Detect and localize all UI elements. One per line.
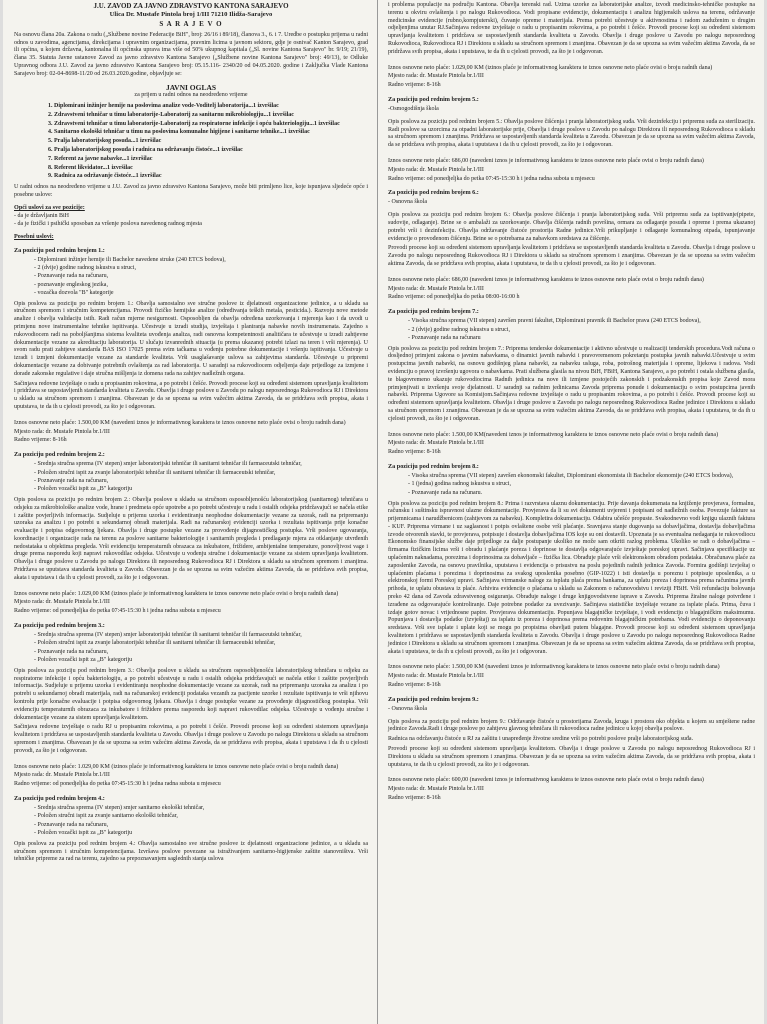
job-description: Opis poslova za poziciju pod rednim brojem 9.: Održavanje čistoće u prostorijama Zavoda, kruga i prostora oko objekta u kojem su smještene radne jedinice Zavoda.Radi i druge poslove po zahtjevu glavnog tehničara ili rukovodioca radne jedinice u kojoj obavlja poslove. xyxy=(388,718,755,733)
requirement: - Položen stručni ispit za zvanje laboratorijski tehničar ili sanitarni tehničar ili farmaceutski tehničar, xyxy=(34,470,368,478)
general-condition: - da je fizički i psihički sposoban za vršenje poslova navedenog radnog mjesta xyxy=(14,220,202,227)
education-note: - Osnovna škola xyxy=(388,199,427,206)
work-place: Mjesto rada: dr. Mustafe Pintola br.1/III xyxy=(388,285,484,292)
salary-info: Iznos osnovne neto plaće: 686,00 (navedeni iznos je informativnog karaktera te iznos osnovne neto plaće ovisi o broju radnih dana) xyxy=(388,276,704,283)
requirement: - 2 (dvije) godine radnog iskustva u struci, xyxy=(34,265,368,273)
requirement: - Visoka stručna sprema (VII stepen) završen pravni fakultet, Diplomirani pravnik ili Bachelor prava (240 ETCS bodova), xyxy=(408,318,755,326)
job-description: Opis poslova za poziciju pod rednim brojem 5.: Obavlja poslove čišćenja i pranja laboratorijskog suđa. Vrši dezinfekciju i pripremu suđa za sterilizaciju. Radi poslove sa uzorcima za otpadni laboratorijske prije, Obavlja i druge poslove u Zavodu po nalogu Direktora ili neposrednog Rukovodioca u skladu sa stručnom spremom i znanjima. Pridržava se uspostavljenih standarda kvaliteta u Zavodu. Obavezan je da se upozna sa svim važećim aktima Zavoda, da se pridržava svih propisa, akata i uputstava i da ih u cjelosti provodi, za što je i odgovoran. xyxy=(388,118,755,149)
salary-info: Iznos osnovne neto plaće: 686,00 (navedeni iznos je informativnog karaktera te iznos osnovne neto plaće ovisi o broju radnih dana) xyxy=(388,158,704,165)
special-conditions-heading: Posebni uslovi: xyxy=(14,232,54,240)
intro-paragraph: Na osnovu člana 20a. Zakona o radu („Službene novine Federacije BiH", broj: 26/16 i 89/18), članova 3., 6. i 7. Uredbe o postupku prijema u radni odnos u zavodima, agencijama, direkcijama i upravnim organizacijama, pravnim licima u javnom sektoru, gdje je osnivač Kanton Sarajevo, grad ili općina, u kojem državna, kantonalna ili općinska uprava ima više od 50% ukupnog kapitala („Sl. novine Kantona Sarajevo" br. 9/19; 21/19), člana 35. Statuta Javne ustanove Zavod za javno zdravstvo Kantona Sarajevo („Službene novine Kantona Sarajevo" broj: 49/13), te Odluke Upravnog odbora J.U. Zavod za javno zdravstvo Kantona Sarajevo broj: 05.15.116- 2340/20 od 04.05.2020. godine i Zaključka Vlade Kantona Sarajevo broj: 02-04-8698-11/20 od 26.03.2020.godine, objavljuje se: xyxy=(14,31,368,77)
requirements-list xyxy=(34,632,368,665)
left-column xyxy=(6,0,376,1024)
position-item: 9. Radnica za održavanje čistoće...1 izvršilac xyxy=(54,173,368,181)
position-heading: Za poziciju pod rednim brojem 2.: xyxy=(14,451,105,459)
requirement: - Srednja stručna sprema (IV stepen) smjer laboratorijski tehničar ili sanitarni tehničar ili farmaceutski tehničar, xyxy=(34,461,368,469)
work-hours: Radno vrijeme: od ponedjeljka do petka 07:45-15:30 h i jedna radna subota u mjesecu xyxy=(14,608,221,615)
requirements-list xyxy=(34,461,368,494)
position-heading: Za poziciju pod rednim brojem 1.: xyxy=(14,246,105,254)
work-place: Mjesto rada: dr. Mustafe Pintola br.1/III xyxy=(388,166,484,173)
positions-list xyxy=(54,103,368,181)
general-condition: - da je državljanin BiH xyxy=(14,212,69,219)
job-description: Opis poslova za poziciju po rednim brojem 1.: Obavlja samostalno sve stručne poslove iz djelatnosti organizacione jedinice, a u skladu sa stručnom spremom i stručnim kompetencijama. Provodi fizičko hemijske analize (određivanja teških metala, pesticida.). Razvoju nove metode analize i obavlja validaciju istih. Radi račun mjerne nesigurnosti. Osposobljen da obavlja određena uzorkovanja i mjerenja kao i da uvodi u primjenu nove instrumentalne tehnike ispitivanja. Učestvuje u izradi studija, izvještaja i planiranja nabavke novih instrumenata. Zajedno s rukovodiocem radi na poboljšanjima sistema kvaliteta uvođenja analiza, radi osnovna kompetentnosti analitičara te učestvuje u izradi zahtjevne dokumentacije vezane za akreditaciju laboratorija. U slučaju izvanrednih situacija (u prema ukazanoj potrebi izlazi na teren i vrši mjerenja). U svom radu prati zahtjeve standarda BAS ISO 17025 prema svim tačkama u vođenju potrebne dokumentacije i vršenju ispitivanja. Učestvuje u izradi i izmjeni dokumentacije vezane za standarde kvaliteta. Vrši usaglašavanje uslova sa zahtjevima standarda. Učestvuje u pripremi dokumentacije vezane za dobivanje potrebnih ovlaštenja za rad laboratorija. U saradnji sa rukovodiocem odjeljenja daje prijedloge za izmjene i dorade zakonske regulative i daje stručna mišljenja iz domena rada na zahtjev nadležnih organa. xyxy=(14,300,368,377)
requirement: - Položen vozački ispit za „B" kategoriju xyxy=(34,486,368,494)
institution-city: S A R A J E V O xyxy=(159,19,223,28)
requirements-list xyxy=(34,805,368,838)
institution-name: J.U. ZAVOD ZA JAVNO ZDRAVSTVO KANTONA SARAJEVO xyxy=(93,2,289,10)
position-heading: Za poziciju pod rednim brojem 8.: xyxy=(388,463,479,471)
position-item: 6. Pralja laboratorijskog posuđa i radnica na održavanju čistoće...1 izvršilac xyxy=(54,147,368,155)
work-place: Mjesto rada: dr. Mustafe Pintola br.1/III xyxy=(388,673,484,680)
salary-info: Iznos osnovne neto plaće: 1.500,00 KM(navedeni iznos je informativnog karaktera te iznos osnovne neto plaće ovisi o broju radnih dana) xyxy=(388,431,719,438)
position-heading: Za poziciju pod rednim brojem 9.: xyxy=(388,695,479,703)
requirement: - Položen vozački ispit za „B" kategoriju xyxy=(34,830,368,838)
position-heading: Za poziciju pod rednim brojem 5.: xyxy=(388,95,479,103)
requirement: - Diplomirani inžinjer hemije ili Bachelor navedene struke (240 ETCS bodova), xyxy=(34,257,368,265)
work-hours: Radno vrijeme: 8-16h xyxy=(388,682,441,689)
job-description: Opis poslova za poziciju pod rednim brojem 3.: Obavlja poslove u skladu sa stručnom osposobljenošću laboratorijskog tehničara u odjeku za respiratorne infekcije i opću bakteriologiju, a po potrebi učestvuje u radu i ostalih odsjeka pridržavajući se načela etike i zaštite povjerljivih informacija. Sudjeluje u prijemu uzorka i evidentiranju neophodne dokumentacije vezane za uzorak, radi na pripremanju uzoraka za analizu i po potrebi u sekundarnoj obradi materijala, radi na računarskoj evidenciji podataka vezanih za pacijente uzorke i rezultate ispitivanja te vrši njihovu kontrolu prije konačne evaluacije i potpisa odgovornog ljekara. Obavlja i druge postupke vezane za provođenje dijagnostičkog postupka. Vrši evidenciju temperaturnih obrazaca za inkubatore i frižidere prema rasporedu koji napravi rukovodilac odsjeka. Učestvuje u vođenju stručne i dokumentacije vezane za sistem upravljanja kvalitetom. xyxy=(14,667,368,721)
requirement: - Poznavanje rada na računaru, xyxy=(34,822,368,830)
requirement: - Položen stručni ispit za zvanje sanitarno ekološki tehničar, xyxy=(34,813,368,821)
job-description: Opis poslova za poziciju pod rednim brojem 7.: Priprema tenderske dokumentacije i aktivno učestvuje u realizaciji tenderskih procedura.Vodi računa o dosljednoj primjeni zakona o javnim nabavkama, o dinamici javnih nabavki i pravovremenom pokretanju postupka javnih nabavki.Učestvuje u svim postupcima javnih nabavki, na osnovu godišnjeg plana nabavki, za nabavku usluga, roba, potrošnog materijala i opreme, lijekova i radova. Vodi evidenciju o pravoj izvršenju ugovora o nabavkama. Prati službena glasila na nivou BiH, FBiH, Kantona Sarajevo, a po potrebi i ostala službena glasila, te blagovremeno ukazuje rukovodiocima Radnih jedinica na nove ili izmjene postojećih zakonskih i podzakonskih propisa koje Zavod mora primjenjivati u izvršenju svoje djelatnosti. U saradnji sa radnim jedinicama Zavoda priprema ponude i dokumentaciju o svim postupcima javnih nabavki. Priprema Ugovore sa Komisijom.Sačinjava redovne izvještaje o radu u propisanim rokovima, a po potrebi i češće. Provodi procese koji su određeni sistemom upravljanja kvalitetom. Obavlja i druge poslove u Zavodu po nalogu neposrednog Rukovodioca Radne jedinice i Direktora u skladu sa stručnom spremom i znanjima. Obavezan je da se upozna sa svim važećim aktima Zavoda, da se pridržava svih propisa, akata i uputstava, te da ih u cjelosti provodi, za što je i odgovoran. xyxy=(388,345,755,422)
salary-info: Iznos osnovne neto plaće: 1.029,00 KM (izinos plaće je informativnog karaktera te iznos osnovne neto plaće ovisi o broju radnih dana) xyxy=(14,590,339,597)
requirement: - Srednja stručna sprema (IV stepen) smjer laboratorijski tehničar ili sanitarni tehničar ili farmaceutski tehničar, xyxy=(34,632,368,640)
position-heading: Za poziciju pod rednim brojem 7.: xyxy=(388,308,479,316)
requirement: - poznavanje engleskog jezika, xyxy=(34,282,368,290)
position-heading: Za poziciju pod rednim brojem 6.: xyxy=(388,189,479,197)
work-place: Mjesto rada: dr. Mustafe Pintola br.1/III xyxy=(388,786,484,793)
education-note: - Osnovna škola xyxy=(388,705,427,712)
requirement: - vozačka dozvola "B" kategorije xyxy=(34,290,368,298)
salary-info: Iznos osnovne neto plaće: 1.500,00 KM (navedeni iznos je informativnog karaktera te iznos osnovne neto plaće ovisi o broju radnih dana) xyxy=(388,664,720,671)
position-item: 2. Zdravstveni tehničar u timu laboratorije-Laboratorij za sanitarnu mikrobiologiju...1 izvršilac xyxy=(54,112,368,120)
work-place: Mjesto rada: dr. Mustafe Pintola br.1/III xyxy=(388,440,484,447)
page-edge-left xyxy=(0,0,3,1024)
requirement: - 1 (jedna) godina radnog iskustva u struci, xyxy=(408,481,755,489)
position-item: 5. Pralja laboratorijskog posuđa...1 izvršilac xyxy=(54,138,368,146)
salary-info: Iznos osnovne neto plaće: 600,00 (navedeni iznos je informativnog karaktera te iznos osnovne neto plaće ovisi o broju radnih dana) xyxy=(388,777,704,784)
work-hours: Radno vrijeme: od ponedjeljka do petka 07:45-15:30 h i jedna radna subota u mjesecu xyxy=(388,175,595,182)
conditions-intro: U radni odnos na neodređeno vrijeme u J.U. Zavod za javno zdravstvo Kantona Sarajevo, može biti primljeno lice, koje ispunjava sljedeće opće i posebne uslove: xyxy=(14,184,368,199)
requirement: - Visoka stručna sprema (VII stepen) završen ekonomski fakultet, Diplomirani ekonomista ili Bachelor ekonomije (240 ETCS bodova), xyxy=(408,473,755,481)
requirements-list xyxy=(408,473,755,497)
position-heading: Za poziciju pod rednim brojem 4.: xyxy=(14,794,105,802)
salary-info: Iznos osnovne neto plaće: 1.029,00 KM (izinos plaće je informativnog karaktera te iznos osnovne neto plaće ovisi o broju radnih dana) xyxy=(14,763,339,770)
position-item: 4. Sanitarno ekološki tehničar u timu na poslovima komunalne higijene i sanitarne tehnike...1 izvršilac xyxy=(54,129,368,137)
work-hours: Radno vrijeme: 8-16h xyxy=(388,449,441,456)
job-description: Sačinjava redovne izvještaje o radu RJ u propisanim rokovima, a po potrebi i češće. Provodi procese koji su određeni sistemom upravljanja kvalitetom i pridržava se uspostavljenih standarda kvaliteta u Zavodu. Obavlja i druge poslove u Zavodu po nalogu Direktora u skladu sa stručnom spremom i znanjima. Obavezan je da se upozna sa svim važećim aktima Zavoda, da se pridržava svih propisa, akata i uputstava i da ih u cjelosti provodi, za što je i odgovoran. xyxy=(14,724,368,754)
column-divider xyxy=(377,0,378,1024)
education-note: -Osmogodišnja škola xyxy=(388,106,439,113)
position-item: 7. Referent za javne nabavke...1 izvršilac xyxy=(54,156,368,164)
requirement: - Poznavanje rada na računaru, xyxy=(34,649,368,657)
position-item: 8. Referent likvidator...1 izvršilac xyxy=(54,165,368,173)
work-hours: Radno vrijeme: 8-16h xyxy=(388,82,441,89)
job-description: Opis poslova za poziciju po rednim brojem 2.: Obavlja poslove u skladu sa stručnom osposobljenošću laboratorijskog (sanitarnog) tehničara u odsjeku za mikrobiološke analize vode, hrane i predmeta opće upotrebe a po potrebi učestvuje u radu i ostalih odsjeka pridržavajući se načela etike i zaštite povjerljivih informacija. Sudjeluje u prijemu uzorka i evidentiranju neophodne dokumentacije vezane za uzorak, radi na pripremanju uzoraka za analizu i po potrebi u sekundarnoj obradi materijala. Radi na računarskoj evidenciji uzorka i rezultata ispitivanja prije konačne evaluacije i potpisa odgovornog ljekara. Obavlja i druge postupke vezane za provođenje dijagnostičkog postupka. Vrši poslove ugovaranja, koordinacije i organizacije rada na terenu za poslove sanitarne bakteriologije i sanitarnih pregleda i predlaganje mjera za otklanjanje utvrđenih nedostataka u objektima pregleda. Vrši evidenciju temperaturnih obrazaca za inkubatore, frižidere, ambijentalne temperature, ponovljivost vage i druge prema rasporedu koji napravi rukovodilac odsjeka. Učestvuje u vođenju stručne i dokumentacije vezane za sistem upravljanja kvalitetom. Obavlja i druge poslove u Zavodu po nalogu Direktora ili neposrednog Rukovodioca RJ i Direktora u skladu sa stručnom spremom i znanjima. Pridržava se uputstava standarda kvaliteta u Zavodu. Obavezan je da se upozna sa svim važećim aktima Zavoda, da se pridržava svih propisa, akata i uputstava i da ih u cjelosti provodi, za što je i odgovoran. xyxy=(14,496,368,581)
position-heading: Za poziciju pod rednim brojem 3.: xyxy=(14,622,105,630)
job-description: Sačinjava redovne izvještaje o radu u propisanim rokovima, a po potrebi i češće. Provodi procese koji su određeni sistemom upravljanja kvalitetom i pridržava se uspostavljenih standarda kvaliteta u Zavodu. Obavlja i druge poslove u Zavodu po nalogu neposrednoga Rukovodioca RJ i Direktora u skladu sa stručnom spremom i znanjima. Obavezan je da se upozna sa svim važećim aktima Zavoda, da se pridržava svih propisa, akata i uputstava, te da ih u cjelosti provodi, za što je i odgovoran. xyxy=(14,380,368,410)
job-description: Provodi procese koji su određeni sistemom upravljanja kvalitetom i pridržava se uspostavljenih standarda kvaliteta u Zavodu. Obavlja i druge poslove u Zavodu po nalogu neposrednog Rukovodioca RJ i Direktora u skladu sa stručnom spremom i znanjima. Obavezan je da se upozna sa svim važećim aktima Zavoda, da se pridržava svih propisa, akata i uputstava, te da ih u cjelosti provodi, za što je i odgovoran. xyxy=(388,245,755,268)
work-place: Mjesto rada: dr. Mustafe Pintola br.1/III xyxy=(14,772,110,779)
position-item: 1. Diplomirani inžinjer hemije na poslovima analize vode-Voditelj laboratorija...1 izvršilac xyxy=(54,103,368,111)
requirement: - Poznavanje rada na računaru xyxy=(408,335,755,343)
work-hours: Radno vrijeme: 8-16h xyxy=(14,437,67,444)
position-item: 3. Zdravstveni tehničar u timu laboratorije-Laboratorij za respiratorne infekcije i opću bakteriologiju...1 izvršilac xyxy=(54,121,368,129)
requirements-list xyxy=(408,318,755,342)
announcement-subtitle: za prijem u radni odnos na neodređeno vrijeme xyxy=(134,92,248,99)
job-description: Opis poslova za poziciju pod rednim brojem 4.: Obavlja samostalno sve stručne poslove iz djelatnosti organizacione jedinice, a u skladu sa stručnom spremom i stručnim kompetencijama. Izvršava poslove povezane sa istraživanjem sanitarno-higijenske zaštite stanovništva. Vrši tehničke pripreme za rad na terenu, zajedno sa prepoznavanjem saglednih stanja uslova xyxy=(14,840,368,863)
work-place: Mjesto rada: dr. Mustafe Pintola br.1/III xyxy=(14,428,110,435)
job-description: Opis poslova za poziciju pod rednim brojem 8.: Prima i razvrstava ulaznu dokumentaciju. Prije davanja dokumenata na knjiženje provjerava, formalnu, računsku i suštinsku ispravnost ulazne dokumentacije. Provjerava da li su svi dokumenti uvjereni i potpisani od nadležnih osoba. Povezuje fakture sa prijemnicama i narudžbenicom (zahtjevom za nabavku). Kompletira dokumentaciju. Odabira učešće propuste. Svakodnevno vodi knjigu ulaznih faktura - KUF. Priprema virmane i uz saglasnost i potpis ovlaštene osobe vrši plaćanje. Sravnjava stanje dugovanja sa dobavljačima, dostavlja dobavljačima izvode otvorenih stavki, te provjerava, potpisuje i dostavlja dobavljačima IOS koje su oni dostavili. Upoznata je sa eventualna nedaganja te rukovodiocu Ekonomsko finansijske službe daje prijedloge za dalje postupanje ukoliko ne može sam otkriti razlog problema. Ukoliko se radi o dobavljačima – firmama fizičkim licima vrši i obradu i plaćanje poreza i doprinose te dostavlja odgovarajuće izvještaje poreskoj upravi. Sačinjava specifikacije uz uplaćenim naknadama, porezima i doprinosima za dobavljače – fizička lica. Obrađuje plaće vrši elektronskom obradom podataka. Obračunava plaće za zaposlenike Zavoda, na osnovu pravilnika, uputstava i evidencija o prisustvu na poslu pojedinih radnih jedinica Zavoda. Formira godišnji izvještaj o uplaćenim plaćama i porezima i doprinosima za svakog uposlenika posebno (GIP-1022) i isti dostavlja u poreznu i potpisuje uposlenika, a u elektronskoj formi Poreskoj upravi. Sačinjava virmanske naloge za isplatu plaća prema bankama, za uplatu poreza i doprinosa prema računima javnih prihoda, te uplatu obustava iz plaće. Arhivira evidencije o plaćama u skladu sa Zakonom o računovodstvu i reviziji FBiH. Vrši refundaciju bolovanja preko 42 dana od Zavoda zdravstvenog osiguranja. Obrađuje naloge i druge knjigovodstvene isprave u Zavodu. Priprema žiralne naloge potvrđene i izrađene za odgovarajuće kontroliranje. Daje potrebne podatke za uvezivanje. Sačinjava statističke izvještaje vezane za isplate plaća. Prima, čuva i izdaje gotov novac i vrijednosne papire. Provjerava dokumentaciju. Popunjava blagajničke izvještaje, i vodi evidenciju o blagajničkim maksimumu. Popunjava i dostavlja podatke (izvještaj) za isplatu iz poreza i doprinosa prema redovnim blagajničkim potrebama. Vodi evidenciju o deponovanju sredstava. Vrši sve isplate i uplate koji se mogu po propisima obavljati putem blagajne. Provodi procese koji su određeni sistemom upravljanja kvalitetom i pridržava se uspostavljenih standarda kvaliteta u Zavodu. Obavlja i druge poslove u Zavodu po nalogu neposrednog Rukovodioca Radne jedinice i Direktora u skladu sa stručnom spremom i znanjima. Obavezan je da se upozna sa svim važećim aktima Zavoda, da se pridržava svih propisa, akata i uputstava, te da ih u cjelosti provodi, za što je i odgovoran. xyxy=(388,500,755,655)
requirement: - Poznavanje rada na računaru, xyxy=(34,273,368,281)
job-description: Radnica na održavanju čistoće u RJ za zaštitu i unapređenje životne sredine vrši po potrebi poslove pralje laboratorijskog suđa. xyxy=(388,736,694,743)
salary-info: Iznos osnovne neto plaće: 1.500,00 KM (navedeni iznos je informativnog karaktera te iznos osnovne neto plaće ovisi o broju radnih dana) xyxy=(14,419,346,426)
general-conditions-heading: Opći uslovi za sve pozicije: xyxy=(14,203,85,211)
requirement: - Poznavanje rada na računaru. xyxy=(408,490,755,498)
requirement: - Položen vozački ispit za „B" kategoriju xyxy=(34,657,368,665)
work-place: Mjesto rada: dr. Mustafe Pintola br.1/III xyxy=(14,599,110,606)
job-description: Provodi procese koji su određeni sistemom upravljanja kvalitetom. Obavlja i druge poslove u Zavodu po nalogu neposrednog Rukovodioca RJ i Direktora u skladu sa stručnom spremom i znanjima. Obavezan je da se upozna sa svim važećim aktima Zavoda, da se pridržava svih propisa, akata i uputstava, te da ih u cjelosti provodi, za što je i odgovoran. xyxy=(388,746,755,768)
job-description: Opis poslova za poziciju pod rednim brojem 6.: Obavlja poslove čišćenja i pranja laboratorijskog suđa. Vrši pripremu suđa za ispitivanje(pipete, sudovije, odlaganje). Brine se o ambalaži za uzorkovanje. Obavlja čišćenja radnih površina, ormara za odlaganje posuđa i opreme i prema ukazanoj potrebi vrši i dezinfekciju. Obavlja održavanje čistoće prostorija Radne jedinice.Vrši prikupljanje i odlaganje komunalnog otpada, ispunjavanje evidencije o provođenom čišćenju. Brine se o potrebama za nabavkom sredstava za čišćenje. xyxy=(388,212,755,242)
work-place: Mjesto rada: dr. Mustafe Pintola br.1/III xyxy=(388,73,484,80)
work-hours: Radno vrijeme: od ponedjeljka do petka 08:00-16:00 h xyxy=(388,294,520,301)
right-column xyxy=(380,0,761,1024)
salary-info: Iznos osnovne neto plaće: 1.029,00 KM (izinos plaće je informativnog karaktera te iznos osnovne neto plaće ovisi o broju radnih dana) xyxy=(388,64,713,71)
requirement: - Srednja stručna sprema (IV stepen) smjer sanitarno ekološki tehničar, xyxy=(34,805,368,813)
institution-address: Ulica Dr. Mustafe Pintola broj 1/III 71210 Ilidža-Sarajevo xyxy=(109,11,273,19)
work-hours: Radno vrijeme: od ponedjeljka do petka 07:45-15:30 h i jedna radna subota u mjesecu xyxy=(14,781,221,788)
requirement: - 2 (dvije) godine radnog iskustva u struci, xyxy=(408,327,755,335)
requirement: - Poznavanje rada na računaru, xyxy=(34,478,368,486)
requirement: - Položen stručni ispit za zvanje laboratorijski tehničar ili sanitarni tehničar ili farmaceutski tehničar, xyxy=(34,640,368,648)
work-hours: Radno vrijeme: 8-16h xyxy=(388,795,441,802)
job-description-continued: i problema populacije na području Kantona. Obavlja terenski rad. Uzima uzorke za laboratorijske analize, izvodi medicinsko-tehničke postupke na terenu u okviru ovlaštenja i po nalogu Rukovodioca. Vodi propisane evidencije, dokumentaciju i analizu higijenskih uslova na terenu, održavanje medicinske evidencije (rubno,kompjuterski), čuvanje opreme i materijala. Prema potrebi učestvuje u aktivnostima i radom zaduženim u drugim odjeljenjima unutar RJ.Sačinjava redovne izvještaje o radu u propisanim rokovima, a po potrebi i češće. Provodi procese koji su određeni sistemom upravljanja kvalitetom i pridržava se uspostavljenih standarda kvaliteta u Zavodu. Obavlja i druge poslove u Zavodu po nalogu neposrednog Rukovodioca, Rukovodioca RJ i Direktora u skladu sa stručnom spremom i znanjima. Obavezan je da se upozna sa svim važećim aktima Zavoda, da se pridržava svih propisa, akata i uputstava, te da ih u cjelosti provodi, za što je i odgovoran. xyxy=(388,2,755,55)
requirements-list xyxy=(34,257,368,298)
announcement-title: JAVNI OGLAS xyxy=(165,82,217,92)
